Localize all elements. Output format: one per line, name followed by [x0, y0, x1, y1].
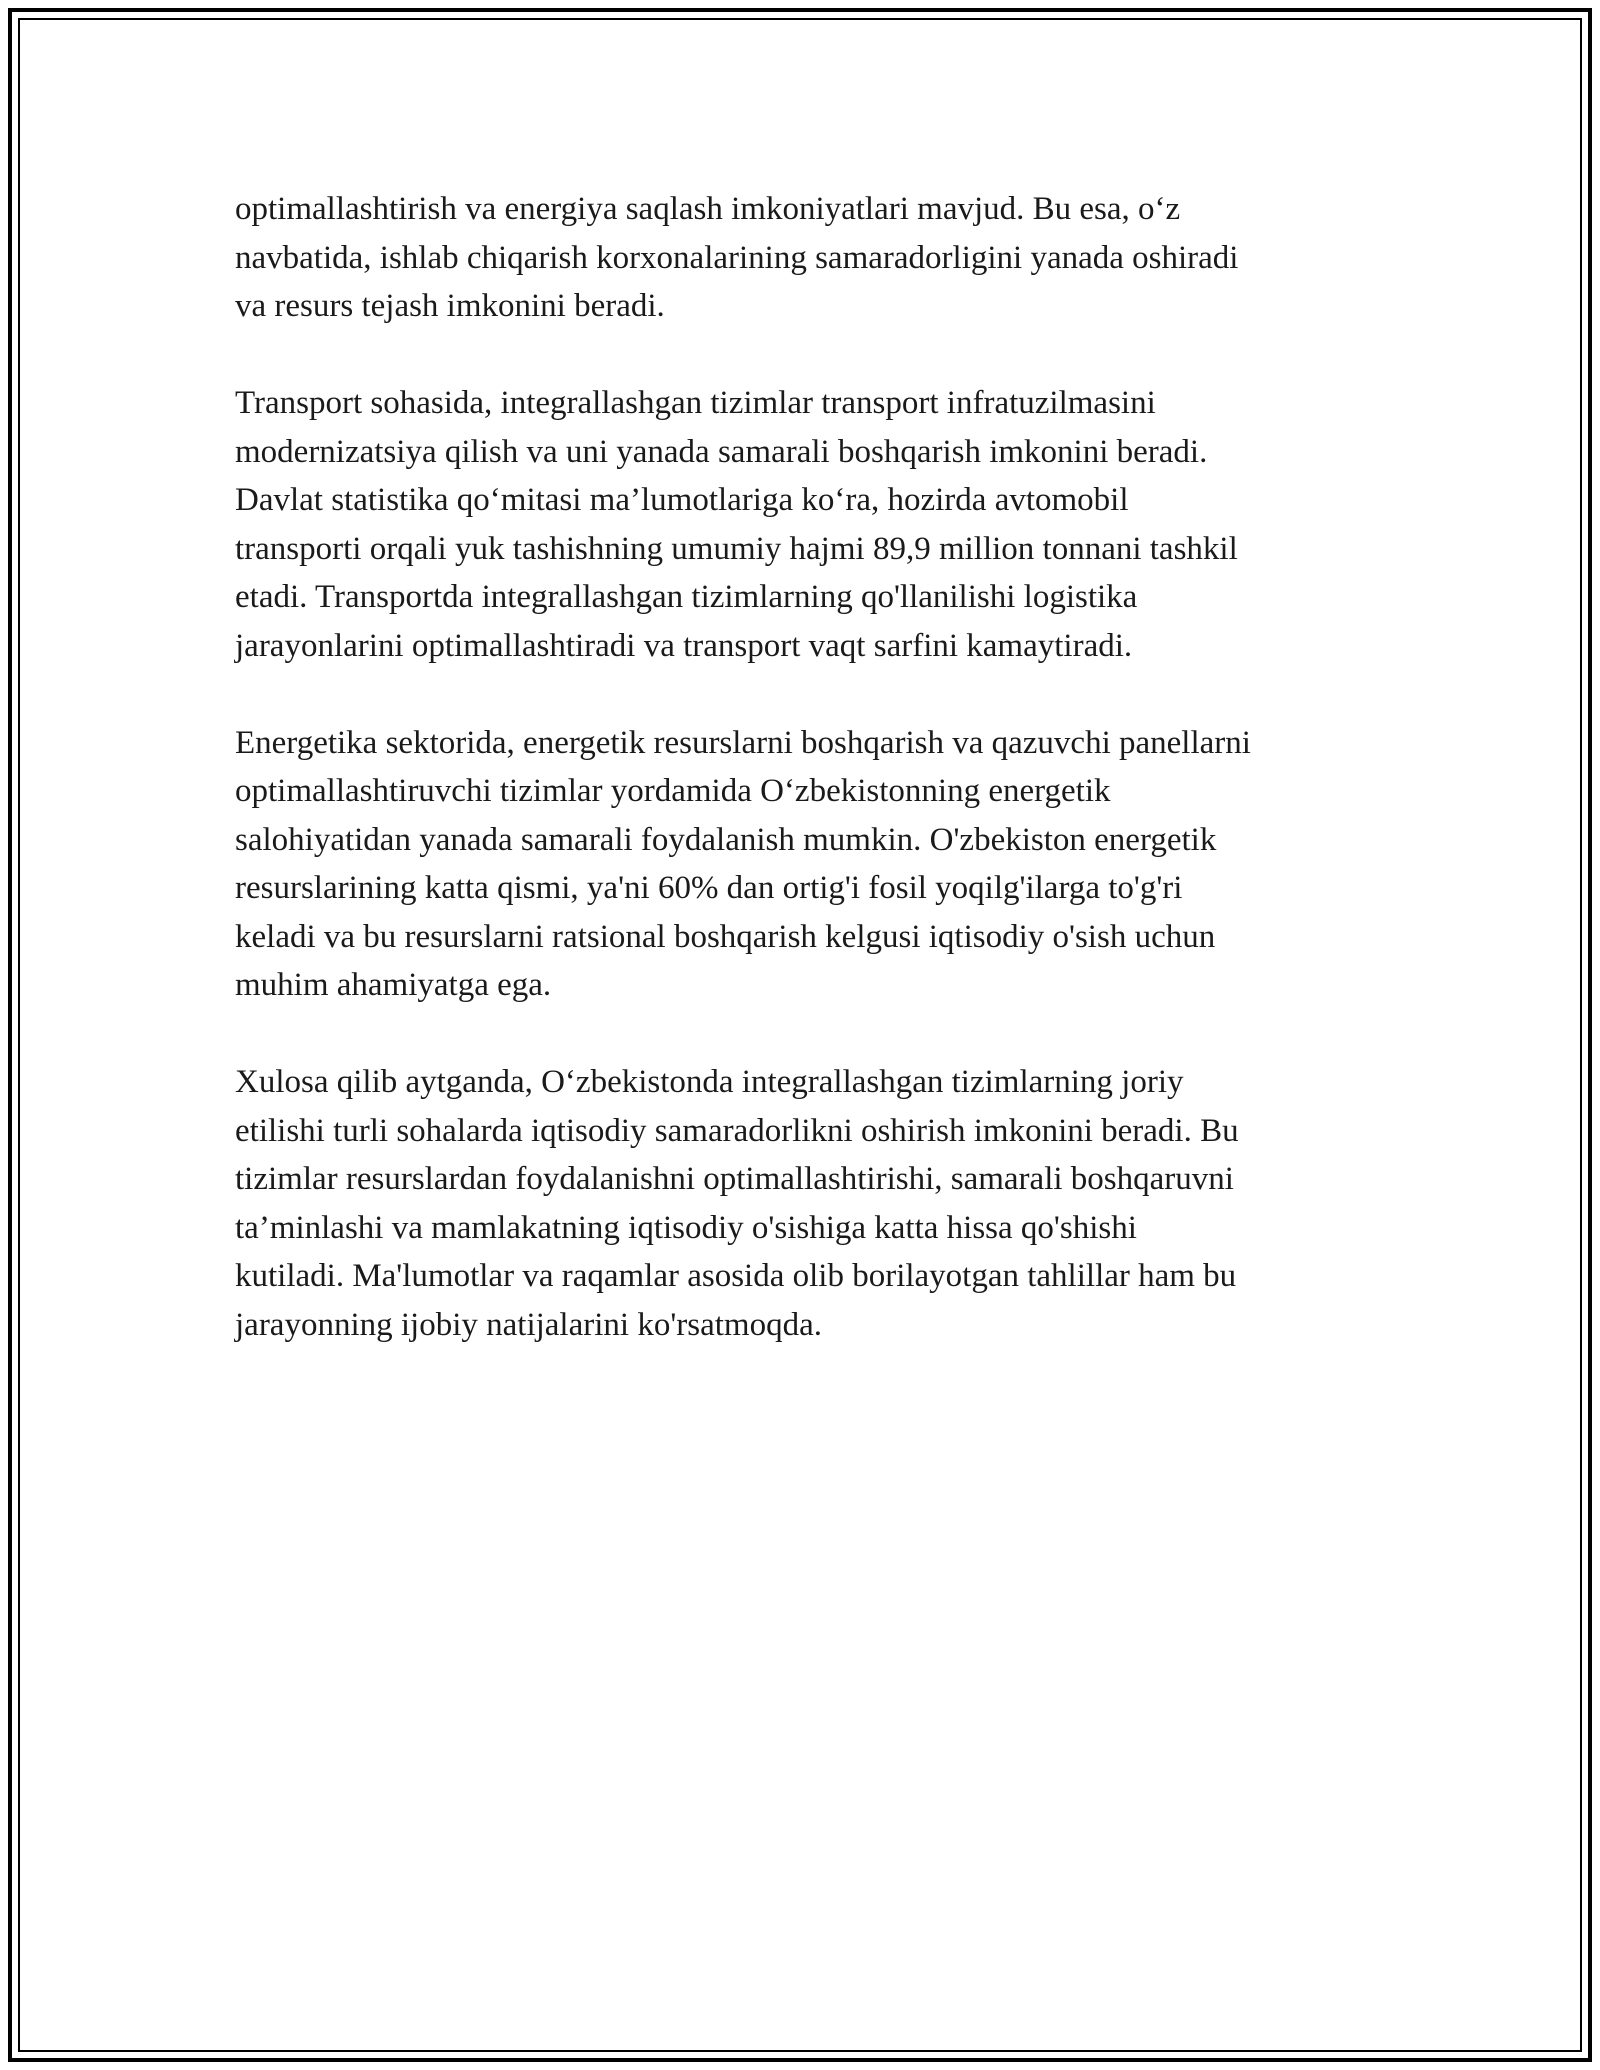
text-line: Transport sohasida, integrallashgan tizimlar transport infratuzilmasini: [235, 385, 1156, 421]
document-body: [235, 185, 1370, 1398]
paragraph-1: [235, 185, 1370, 331]
text-line: optimallashtirish va energiya saqlash imkoniyatlari mavjud. Bu esa, o‘z: [235, 191, 1181, 227]
text-line: jarayonlarini optimallashtiradi va transport vaqt sarfini kamaytiradi.: [235, 627, 1133, 664]
text-line: keladi va bu resurslarni ratsional boshqarish kelgusi iqtisodiy o'sish uchun: [235, 918, 1216, 955]
text-line: etadi. Transportda integrallashgan tizimlarning qo'llanilishi logistika: [235, 579, 1138, 615]
text-line: optimallashtiruvchi tizimlar yordamida O‘zbekistonning energetik: [235, 773, 1111, 809]
text-line: va resurs tejash imkonini beradi.: [235, 288, 665, 324]
text-line: salohiyatidan yanada samarali foydalanish mumkin. O'zbekiston energetik: [235, 821, 1217, 858]
paragraph-3: [235, 719, 1370, 1010]
paragraph-2: [235, 379, 1370, 670]
text-line: resurslarining katta qismi, ya'ni 60% dan ortig'i fosil yoqilg'ilarga to'g'ri: [235, 870, 1183, 906]
text-line: muhim ahamiyatga ega.: [235, 967, 552, 1003]
text-line: Xulosa qilib aytganda, O‘zbekistonda integrallashgan tizimlarning joriy: [235, 1064, 1184, 1100]
text-line: ta’minlashi va mamlakatning iqtisodiy o'sishiga katta hissa qo'shishi: [235, 1209, 1137, 1246]
paragraph-4: [235, 1058, 1370, 1349]
text-line: modernizatsiya qilish va uni yanada samarali boshqarish imkonini beradi.: [235, 433, 1208, 470]
text-line: Davlat statistika qo‘mitasi ma’lumotlariga ko‘ra, hozirda avtomobil: [235, 482, 1129, 518]
text-line: transporti orqali yuk tashishning umumiy hajmi 89,9 million tonnani tashkil: [235, 530, 1238, 567]
text-line: Energetika sektorida, energetik resurslarni boshqarish va qazuvchi panellarni: [235, 724, 1251, 761]
text-line: etilishi turli sohalarda iqtisodiy samaradorlikni oshirish imkonini beradi. Bu: [235, 1112, 1239, 1149]
text-line: navbatida, ishlab chiqarish korxonalarining samaradorligini yanada oshiradi: [235, 239, 1239, 276]
text-line: tizimlar resurslardan foydalanishni optimallashtirishi, samarali boshqaruvni: [235, 1161, 1234, 1197]
text-line: kutiladi. Ma'lumotlar va raqamlar asosida olib borilayotgan tahlillar ham bu: [235, 1258, 1237, 1294]
text-line: jarayonning ijobiy natijalarini ko'rsatmoqda.: [235, 1306, 822, 1343]
